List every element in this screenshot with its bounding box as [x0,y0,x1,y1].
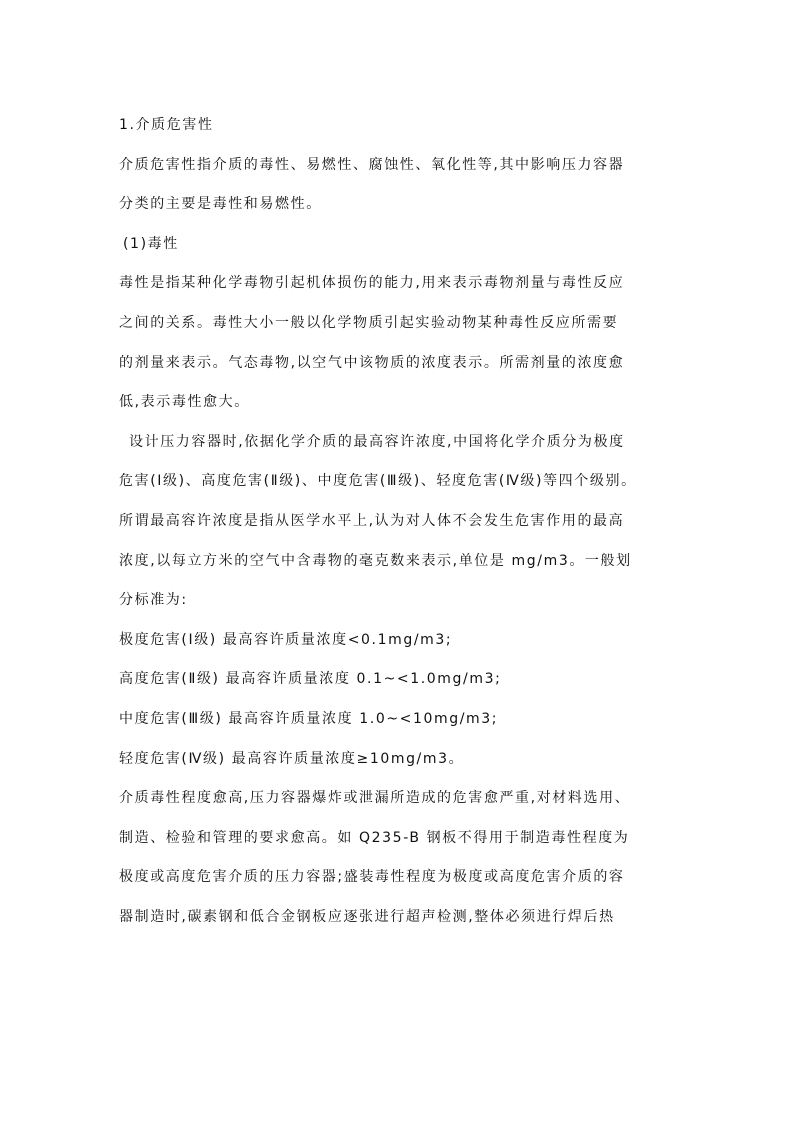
hazard-level-item: 极度危害(Ⅰ级) 最高容许质量浓度<0.1mg/m3; [119,631,453,648]
paragraph-line: 之间的关系。毒性大小一般以化学物质引起实验动物某种毒性反应所需要 [119,314,619,331]
subsection-heading: (1)毒性 [123,235,179,252]
paragraph-line: 低,表示毒性愈大。 [119,394,250,411]
paragraph-line: 所谓最高容许浓度是指从医学水平上,认为对人体不会发生危害作用的最高 [119,512,625,529]
document-page [119,110,679,941]
section-heading: 1.介质危害性 [119,117,214,133]
paragraph-line: 介质危害性指介质的毒性、易燃性、腐蚀性、氧化性等,其中影响压力容器 [119,156,625,173]
hazard-level-item: 中度危害(Ⅲ级) 最高容许质量浓度 1.0~<10mg/m3; [119,710,499,727]
hazard-level-item: 轻度危害(Ⅳ级) 最高容许质量浓度≥10mg/m3。 [119,750,465,767]
paragraph-line: 浓度,以每立方米的空气中含毒物的毫克数来表示,单位是 mg/m3。一般划 [119,552,632,569]
paragraph-line: 极度或高度危害介质的压力容器;盛装毒性程度为极度或高度危害介质的容 [119,869,625,886]
paragraph-line: 分标准为: [119,592,188,609]
paragraph-line: 毒性是指某种化学毒物引起机体损伤的能力,用来表示毒物剂量与毒性反应 [119,275,625,292]
paragraph-line: 的剂量来表示。气态毒物,以空气中该物质的浓度表示。所需剂量的浓度愈 [119,354,625,371]
paragraph-line: 设计压力容器时,依据化学介质的最高容许浓度,中国将化学介质分为极度 [129,433,625,450]
paragraph-line: 介质毒性程度愈高,压力容器爆炸或泄漏所造成的危害愈严重,对材料选用、 [119,790,631,807]
hazard-level-item: 高度危害(Ⅱ级) 最高容许质量浓度 0.1~<1.0mg/m3; [119,671,502,688]
paragraph-line: 制造、检验和管理的要求愈高。如 Q235-B 钢板不得用于制造毒性程度为 [119,829,630,846]
paragraph-line: 危害(Ⅰ级)、高度危害(Ⅱ级)、中度危害(Ⅲ级)、轻度危害(Ⅳ级)等四个级别。 [119,473,637,490]
paragraph-line: 分类的主要是毒性和易燃性。 [119,196,322,213]
paragraph-line: 器制造时,碳素钢和低合金钢板应逐张进行超声检测,整体必须进行焊后热 [119,908,615,925]
